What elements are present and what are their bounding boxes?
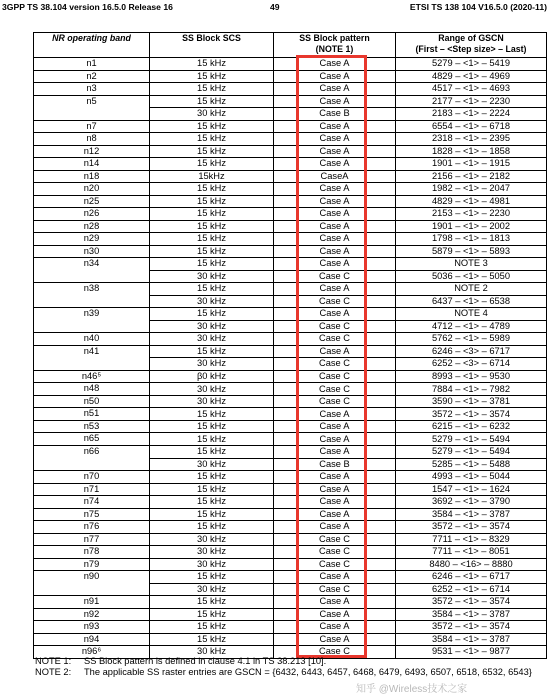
scs-cell: 15 kHz [150,145,274,158]
gscn-cell: 1982 – <1> – 2047 [396,183,547,196]
header-pattern [274,33,396,58]
table-row [34,83,547,96]
band-cell: n76 [34,521,150,534]
table-row [34,370,547,383]
gscn-cell: 6437 – <1> – 6538 [396,295,547,308]
table-row [34,621,547,634]
scs-cell: 30 kHz [150,533,274,546]
table-row [34,395,547,408]
note-label: NOTE 2: [35,667,72,677]
pattern-cell: Case C [274,370,396,383]
pattern-cell: Case A [274,445,396,458]
gscn-cell: 5762 – <1> – 5989 [396,333,547,346]
table-row [34,333,547,346]
gscn-cell: 7884 – <1> – 7982 [396,383,547,396]
scs-cell: 15 kHz [150,596,274,609]
scs-cell: 15 kHz [150,508,274,521]
band-cell: n5 [34,95,150,120]
table-row [34,220,547,233]
pattern-cell: Case A [274,245,396,258]
gscn-cell: 4829 – <1> – 4969 [396,70,547,83]
table-row [34,120,547,133]
scs-cell: 15 kHz [150,345,274,358]
header-pattern-line2: (NOTE 1) [315,44,354,54]
scs-cell: 15 kHz [150,471,274,484]
band-cell: n14 [34,158,150,171]
pattern-cell: Case C [274,646,396,659]
scs-cell: 15 kHz [150,571,274,584]
pattern-cell: Case A [274,233,396,246]
pattern-cell: Case A [274,208,396,221]
pattern-cell: Case C [274,395,396,408]
scs-cell: 15 kHz [150,496,274,509]
header-gscn-line1: Range of GSCN [438,33,504,43]
pattern-cell: Case B [274,458,396,471]
band-cell: n34 [34,258,150,283]
band-cell: n53 [34,420,150,433]
band-cell: n40 [34,333,150,346]
band-cell: n8 [34,133,150,146]
band-cell: n50 [34,395,150,408]
band-cell: n46⁵ [34,370,150,383]
scs-cell: 15 kHz [150,83,274,96]
watermark: 知乎 @Wireless技术之家 [356,684,468,695]
note-text: SS Block pattern is defined in clause 4.1 in TS 38.213 [10]. [84,656,327,666]
note-1 [35,656,547,667]
pattern-cell: Case A [274,483,396,496]
gscn-cell: 1901 – <1> – 2002 [396,220,547,233]
table-row [34,596,547,609]
pattern-cell: Case C [274,333,396,346]
header-scs: SS Block SCS [150,33,274,58]
table-notes [35,656,547,678]
gscn-cell: 8480 – <16> – 8880 [396,558,547,571]
table-row [34,471,547,484]
scs-cell: 30 kHz [150,295,274,308]
scs-cell: 15 kHz [150,608,274,621]
gscn-cell: NOTE 4 [396,308,547,321]
gscn-cell: 5285 – <1> – 5488 [396,458,547,471]
scs-cell: 15 kHz [150,58,274,71]
scs-cell: 15 kHz [150,120,274,133]
band-cell: n7 [34,120,150,133]
scs-cell: 15 kHz [150,133,274,146]
pattern-cell: Case A [274,183,396,196]
gscn-cell: 3692 – <1> – 3790 [396,496,547,509]
pattern-cell: Case A [274,621,396,634]
pattern-cell: Case A [274,120,396,133]
scs-cell: 15 kHz [150,433,274,446]
pattern-cell: Case C [274,358,396,371]
table-row [34,58,547,71]
pattern-cell: Case A [274,95,396,108]
table-row [34,183,547,196]
table-row [34,496,547,509]
gscn-cell: 7711 – <1> – 8051 [396,546,547,559]
gscn-cell: 4517 – <1> – 4693 [396,83,547,96]
table-row [34,483,547,496]
gscn-cell: 7711 – <1> – 8329 [396,533,547,546]
gscn-cell: 5879 – <1> – 5893 [396,245,547,258]
gscn-cell: 3572 – <1> – 3574 [396,521,547,534]
band-cell: n90 [34,571,150,596]
table-row [34,383,547,396]
gscn-cell: 5279 – <1> – 5494 [396,445,547,458]
pattern-cell: Case A [274,195,396,208]
scs-cell: 15kHz [150,170,274,183]
table-row [34,433,547,446]
pattern-cell: Case A [274,408,396,421]
page-header [0,0,551,14]
band-cell: n48 [34,383,150,396]
header-pattern-line1: SS Block pattern [299,33,370,43]
gscn-cell: 9531 – <1> – 9877 [396,646,547,659]
gscn-cell: 2177 – <1> – 2230 [396,95,547,108]
pattern-cell: Case A [274,133,396,146]
pattern-cell: Case C [274,295,396,308]
scs-cell: 15 kHz [150,521,274,534]
scs-cell: 15 kHz [150,158,274,171]
band-cell: n96⁶ [34,646,150,659]
band-cell: n91 [34,596,150,609]
table-row [34,245,547,258]
gscn-cell: 3572 – <1> – 3574 [396,621,547,634]
table-row [34,133,547,146]
gscn-cell: 1547 – <1> – 1624 [396,483,547,496]
gscn-cell: 1798 – <1> – 1813 [396,233,547,246]
pattern-cell: Case A [274,308,396,321]
table-row [34,70,547,83]
scs-cell: 30 kHz [150,383,274,396]
pattern-cell: Case A [274,496,396,509]
pattern-cell: Case C [274,558,396,571]
gscn-cell: 2183 – <1> – 2224 [396,108,547,121]
gscn-cell: 4993 – <1> – 5044 [396,471,547,484]
pattern-cell: Case A [274,345,396,358]
header-gscn [396,33,547,58]
table-row [34,546,547,559]
pattern-cell: Case C [274,583,396,596]
etsi-reference: ETSI TS 138 104 V16.5.0 (2020-11) [409,2,547,12]
pattern-cell: Case C [274,383,396,396]
table-row [34,445,547,458]
band-cell: n26 [34,208,150,221]
pattern-cell: Case A [274,58,396,71]
gscn-cell: 3572 – <1> – 3574 [396,408,547,421]
scs-cell: 15 kHz [150,258,274,271]
scs-cell: 15 kHz [150,233,274,246]
scs-cell: 15 kHz [150,195,274,208]
table-row [34,170,547,183]
pattern-cell: Case A [274,145,396,158]
band-cell: n77 [34,533,150,546]
table-row [34,521,547,534]
scs-cell: 15 kHz [150,420,274,433]
table-row [34,308,547,321]
pattern-cell: Case A [274,283,396,296]
scs-cell: 30 kHz [150,358,274,371]
pattern-cell: Case A [274,508,396,521]
band-cell: n28 [34,220,150,233]
scs-cell: 15 kHz [150,633,274,646]
pattern-cell: Case B [274,108,396,121]
scs-cell: 15 kHz [150,445,274,458]
table-row [34,571,547,584]
table-row [34,608,547,621]
band-cell: n25 [34,195,150,208]
band-cell: n51 [34,408,150,421]
table-row [34,95,547,108]
scs-cell: 30 kHz [150,395,274,408]
table-row [34,283,547,296]
gscn-cell: NOTE 2 [396,283,547,296]
scs-cell: 15 kHz [150,308,274,321]
band-cell: n66 [34,445,150,470]
pattern-cell: Case A [274,70,396,83]
scs-cell: 15 kHz [150,283,274,296]
pattern-cell: Case A [274,521,396,534]
scs-cell: 15 kHz [150,408,274,421]
pattern-cell: CaseA [274,170,396,183]
gscn-cell: 3584 – <1> – 3787 [396,633,547,646]
table-row [34,420,547,433]
scs-cell: 15 kHz [150,95,274,108]
note-2 [35,667,547,678]
band-cell: n94 [34,633,150,646]
band-cell: n29 [34,233,150,246]
pattern-cell: Case A [274,571,396,584]
table-row [34,208,547,221]
scs-cell: 30 kHz [150,546,274,559]
scs-cell: 30 kHz [150,583,274,596]
gscn-cell: NOTE 3 [396,258,547,271]
band-cell: n39 [34,308,150,333]
spec-title: 3GPP TS 38.104 version 16.5.0 Release 16 [2,2,173,12]
pattern-cell: Case C [274,533,396,546]
gscn-cell: 1901 – <1> – 1915 [396,158,547,171]
note-text: The applicable SS raster entries are GSCN = {6432, 6443, 6457, 6468, 6479, 6493, 6507, 6518, 6532, 6543} [84,667,532,677]
table-row [34,633,547,646]
band-cell: n70 [34,471,150,484]
band-cell: n18 [34,170,150,183]
scs-cell: 30 kHz [150,270,274,283]
table-row [34,195,547,208]
table-row [34,158,547,171]
header-band: NR operating band [34,33,150,58]
gscn-cell: 6246 – <3> – 6717 [396,345,547,358]
table-row [34,258,547,271]
table-row [34,345,547,358]
band-cell: n30 [34,245,150,258]
band-cell: n3 [34,83,150,96]
scs-cell: 30 kHz [150,646,274,659]
gscn-table [33,32,547,659]
scs-cell: 15 kHz [150,208,274,221]
scs-cell: 30 kHz [150,108,274,121]
pattern-cell: Case A [274,608,396,621]
gscn-cell: 6554 – <1> – 6718 [396,120,547,133]
table-row [34,533,547,546]
gscn-cell: 6215 – <1> – 6232 [396,420,547,433]
gscn-cell: 3590 – <1> – 3781 [396,395,547,408]
band-cell: n71 [34,483,150,496]
scs-cell: 30 kHz [150,558,274,571]
scs-cell: 15 kHz [150,70,274,83]
band-cell: n78 [34,546,150,559]
pattern-cell: Case C [274,270,396,283]
table-header-row [34,33,547,58]
pattern-cell: Case A [274,420,396,433]
band-cell: n93 [34,621,150,634]
gscn-cell: 3584 – <1> – 3787 [396,508,547,521]
pattern-cell: Case A [274,220,396,233]
page-number: 49 [270,2,280,12]
band-cell: n2 [34,70,150,83]
band-cell: n75 [34,508,150,521]
pattern-cell: Case A [274,633,396,646]
band-cell: n41 [34,345,150,370]
gscn-cell: 6252 – <1> – 6714 [396,583,547,596]
gscn-cell: 3572 – <1> – 3574 [396,596,547,609]
note-label: NOTE 1: [35,656,72,666]
gscn-cell: 5036 – <1> – 5050 [396,270,547,283]
band-cell: n92 [34,608,150,621]
gscn-cell: 2156 – <1> – 2182 [396,170,547,183]
band-cell: n65 [34,433,150,446]
scs-cell: 15 kHz [150,245,274,258]
scs-cell: 30 kHz [150,458,274,471]
gscn-cell: 3584 – <1> – 3787 [396,608,547,621]
pattern-cell: Case A [274,83,396,96]
gscn-cell: 8993 – <1> – 9530 [396,370,547,383]
table-row [34,408,547,421]
gscn-cell: 5279 – <1> – 5419 [396,58,547,71]
scs-cell: 15 kHz [150,220,274,233]
table-row [34,508,547,521]
gscn-cell: 2318 – <1> – 2395 [396,133,547,146]
pattern-cell: Case C [274,320,396,333]
scs-cell: 30 kHz [150,333,274,346]
gscn-cell: 5279 – <1> – 5494 [396,433,547,446]
header-gscn-line2: (First – <Step size> – Last) [415,44,527,54]
pattern-cell: Case A [274,596,396,609]
scs-cell: 15 kHz [150,483,274,496]
band-cell: n12 [34,145,150,158]
band-cell: n74 [34,496,150,509]
band-cell: n1 [34,58,150,71]
scs-cell: 15 kHz [150,183,274,196]
pattern-cell: Case A [274,471,396,484]
table-row [34,145,547,158]
scs-cell: β0 kHz [150,370,274,383]
table-body [34,58,547,659]
band-cell: n79 [34,558,150,571]
band-cell: n38 [34,283,150,308]
gscn-cell: 4712 – <1> – 4789 [396,320,547,333]
scs-cell: 15 kHz [150,621,274,634]
pattern-cell: Case C [274,546,396,559]
table-row [34,233,547,246]
pattern-cell: Case A [274,433,396,446]
pattern-cell: Case A [274,258,396,271]
gscn-cell: 1828 – <1> – 1858 [396,145,547,158]
gscn-cell: 6252 – <3> – 6714 [396,358,547,371]
band-cell: n20 [34,183,150,196]
gscn-cell: 4829 – <1> – 4981 [396,195,547,208]
scs-cell: 30 kHz [150,320,274,333]
gscn-cell: 6246 – <1> – 6717 [396,571,547,584]
gscn-cell: 2153 – <1> – 2230 [396,208,547,221]
pattern-cell: Case A [274,158,396,171]
table-row [34,558,547,571]
